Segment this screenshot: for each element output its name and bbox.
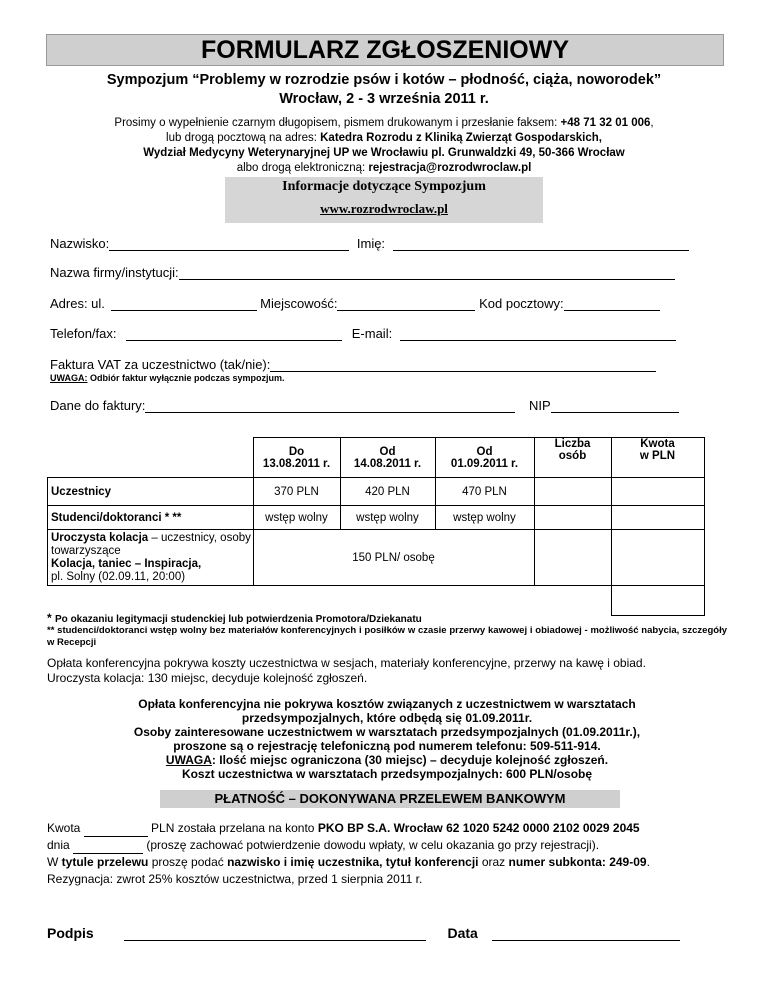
company-field[interactable] (179, 265, 675, 280)
payment-title-line: W tytule przelewu proszę podać nazwisko i imię uczestnika, tytuł konferencji oraz numer subkonta: 249-09. (47, 855, 650, 869)
email-link[interactable]: rejestracja@rozrodwroclaw.pl (368, 162, 532, 174)
surname-field[interactable] (109, 236, 349, 251)
count-cell[interactable] (534, 506, 611, 530)
vat-field[interactable] (270, 357, 656, 372)
workshops-line-5: UWAGA: Ilość miejsc ograniczona (30 miejsc) – decyduje kolejność zgłoszeń. (165, 753, 609, 767)
phone-row: Telefon/fax: E-mail: (50, 326, 676, 341)
first-name-field[interactable] (393, 236, 689, 251)
col-header: Do 13.08.2011 r. (253, 438, 340, 478)
payment-date-line: dnia (proszę zachować potwierdzenie dowodu wpłaty, w celu okazania go przy rejestracji). (47, 838, 600, 852)
email-field[interactable] (400, 326, 676, 341)
col-header: Od 01.09.2011 r. (435, 438, 534, 478)
postcode-field[interactable] (564, 296, 660, 311)
workshops-line-6: Koszt uczestnictwa w warsztatach przedsympozjalnych: 600 PLN/osobę (181, 767, 593, 781)
city-field[interactable] (337, 296, 475, 311)
amount-cell[interactable] (611, 478, 704, 506)
col-header: Liczba osób (534, 438, 611, 478)
resignation-line: Rezygnacja: zwrot 25% kosztów uczestnictwa, przed 1 sierpnia 2011 r. (47, 872, 423, 886)
nip-field[interactable] (551, 398, 679, 413)
contact-address-line: Wydział Medycyny Weterynaryjnej UP we Wrocławiu pl. Grunwaldzki 49, 50-366 Wrocław (143, 147, 625, 159)
workshops-line-1: Opłata konferencyjna nie pokrywa kosztów związanych z uczestnictwem w warsztatach (138, 697, 636, 711)
contact-email-line: albo drogą elektroniczną: rejestracja@rozrodwroclaw.pl (236, 162, 532, 174)
dinner-price: 150 PLN/ osobę (253, 530, 534, 586)
payment-heading: PŁATNOŚĆ – DOKONYWANA PRZELEWEM BANKOWYM (160, 790, 620, 808)
col-header: Od 14.08.2011 r. (340, 438, 435, 478)
symposium-title: Sympozjum “Problemy w rozrodzie psów i kotów – płodność, ciąża, noworodek” (106, 72, 662, 88)
phone-field[interactable] (126, 326, 342, 341)
table-row: Studenci/doktoranci * ** wstęp wolny wstęp wolny wstęp wolny (48, 506, 705, 530)
table-row: Uczestnicy 370 PLN 420 PLN 470 PLN (48, 478, 705, 506)
company-row: Nazwa firmy/instytucji: (50, 265, 675, 280)
invoice-warning: UWAGA: Odbiór faktur wyłącznie podczas sympozjum. (50, 373, 285, 383)
info-box-heading: Informacje dotyczące Sympozjum (282, 179, 486, 194)
amount-cell[interactable] (611, 506, 704, 530)
invoice-row: Dane do faktury: NIP (50, 398, 679, 413)
amount-cell[interactable] (611, 530, 704, 586)
info-box (225, 177, 543, 223)
note-2: ** studenci/doktoranci wstęp wolny bez materiałów konferencyjnych i posiłków w czasie przerwy kawowej i obiadowej - możliwość nabycia, szczegóły w Recepcji (47, 625, 727, 648)
vat-row: Faktura VAT za uczestnictwo (tak/nie): (50, 357, 656, 372)
workshops-line-2: przedsympozjalnych, które odbędą się 01.09.2011r. (241, 711, 533, 725)
payment-date-field[interactable] (73, 841, 143, 854)
fax-number: +48 71 32 01 006 (560, 117, 651, 129)
count-cell[interactable] (534, 530, 611, 586)
street-field[interactable] (111, 296, 257, 311)
workshops-line-3: Osoby zainteresowane uczestnictwem w warsztatach przedsympozjalnych (01.09.2011r.), (133, 725, 641, 739)
invoice-data-field[interactable] (145, 398, 515, 413)
name-row: Nazwisko: Imię: (50, 236, 689, 251)
count-cell[interactable] (534, 478, 611, 506)
coverage-line-2: Uroczysta kolacja: 130 miejsc, decyduje kolejność zgłoszeń. (47, 671, 368, 685)
table-row (48, 530, 705, 586)
workshops-line-4: proszone są o rejestrację telefoniczną pod numerem telefonu: 509-511-914. (173, 739, 601, 753)
col-header: Kwota w PLN (611, 438, 704, 478)
amount-field[interactable] (84, 824, 148, 837)
bank-account: PKO BP S.A. Wrocław 62 1020 5242 0000 2102 0029 2045 (317, 821, 640, 835)
fee-table (47, 437, 705, 616)
date-field[interactable] (492, 926, 680, 941)
coverage-line-1: Opłata konferencyjna pokrywa koszty uczestnictwa w sesjach, materiały konferencyjne, przerwy na kawę i obiad. (47, 656, 646, 670)
dinner-label: Uroczysta kolacja – uczestnicy, osoby towarzyszące Kolacja, taniec – Inspiracja, pl. Solny (02.09.11, 20:00) (48, 530, 254, 586)
signature-row: Podpis Data (47, 925, 680, 941)
address-row: Adres: ul. Miejscowość: Kod pocztowy: (50, 296, 660, 311)
note-1: * Po okazaniu legitymacji studenckiej lub potwierdzenia Promotora/Dziekanatu (47, 611, 422, 625)
contact-post-line: lub drogą pocztową na adres: Katedra Rozrodu z Kliniką Zwierząt Gospodarskich, (166, 132, 602, 144)
website-link[interactable]: www.rozrodwroclaw.pl (320, 201, 448, 216)
payment-amount-line: Kwota PLN została przelana na konto PKO BP S.A. Wrocław 62 1020 5242 0000 2102 0029 2045 (47, 821, 640, 835)
contact-fax-line: Prosimy o wypełnienie czarnym długopisem, pismem drukowanym i przesłanie faksem: +48 71 32 01 006, (114, 117, 654, 129)
form-title: FORMULARZ ZGŁOSZENIOWY (46, 34, 724, 66)
signature-field[interactable] (124, 926, 426, 941)
symposium-date: Wrocław, 2 - 3 września 2011 r. (279, 91, 489, 107)
